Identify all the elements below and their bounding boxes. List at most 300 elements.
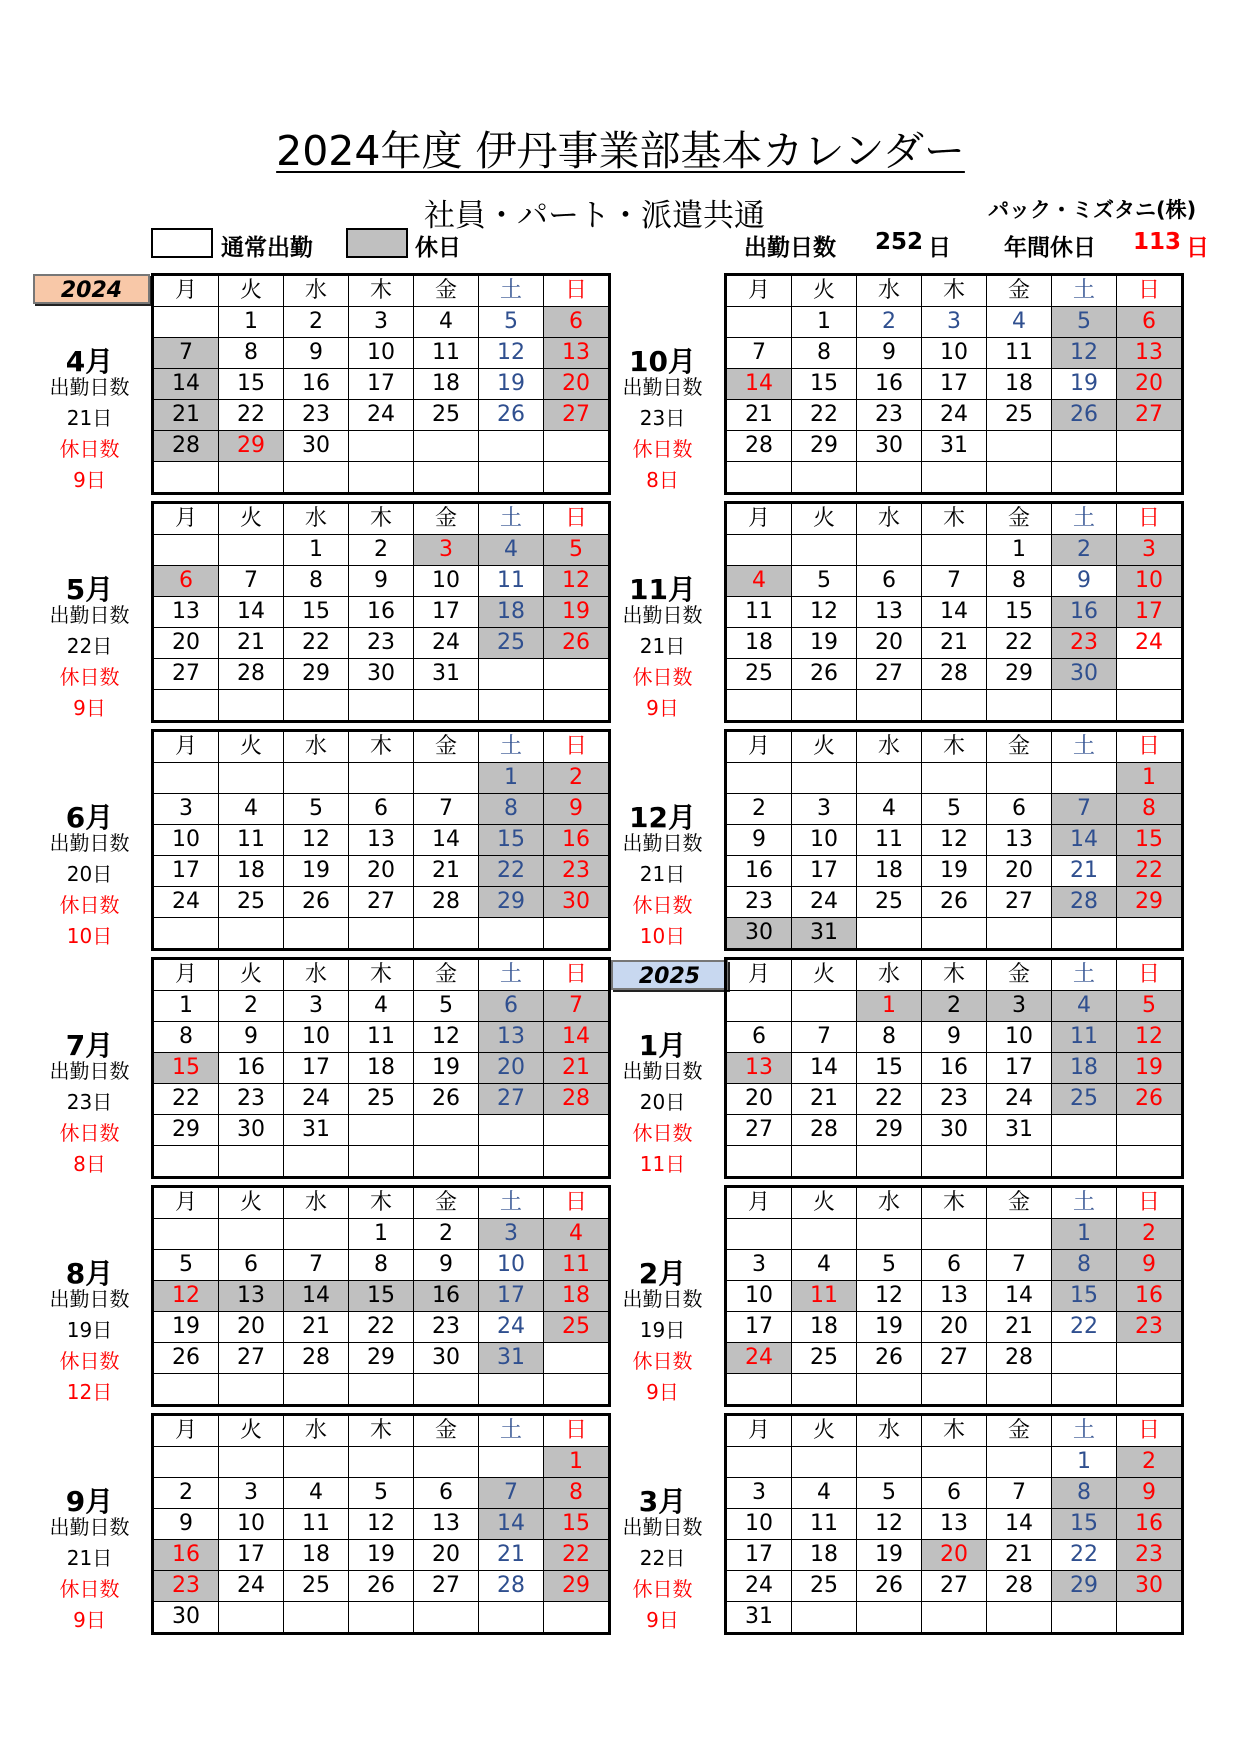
empty-day-cell (1052, 1602, 1117, 1634)
day-cell: 14 (922, 597, 987, 628)
day-cell: 22 (544, 1540, 610, 1571)
empty-day-cell (726, 991, 792, 1022)
weekday-header: 木 (349, 275, 414, 307)
empty-day-cell (1117, 1115, 1183, 1146)
empty-day-cell (284, 462, 349, 494)
day-cell: 25 (219, 887, 284, 918)
day-cell: 21 (792, 1084, 857, 1115)
week-row (726, 338, 1183, 369)
day-cell: 28 (987, 1343, 1052, 1374)
day-cell: 19 (792, 628, 857, 659)
day-cell: 17 (219, 1540, 284, 1571)
weekday-header: 火 (792, 1187, 857, 1219)
day-cell: 12 (792, 597, 857, 628)
day-cell: 8 (479, 794, 544, 825)
day-cell: 30 (857, 431, 922, 462)
empty-day-cell (857, 1374, 922, 1406)
day-cell: 21 (414, 856, 479, 887)
day-cell: 1 (479, 763, 544, 794)
legend-work-swatch (151, 228, 213, 258)
day-cell: 6 (1117, 307, 1183, 338)
week-row (726, 825, 1183, 856)
empty-day-cell (922, 1219, 987, 1250)
week-row (153, 1478, 610, 1509)
week-row (153, 566, 610, 597)
day-cell: 28 (544, 1084, 610, 1115)
weekday-header: 木 (349, 959, 414, 991)
week-row (153, 690, 610, 722)
empty-day-cell (922, 1602, 987, 1634)
weekday-header: 水 (284, 275, 349, 307)
empty-day-cell (153, 918, 219, 950)
day-cell: 15 (792, 369, 857, 400)
day-cell: 30 (349, 659, 414, 690)
empty-day-cell (792, 1146, 857, 1178)
day-cell: 10 (219, 1509, 284, 1540)
day-cell: 9 (219, 1022, 284, 1053)
day-cell: 21 (479, 1540, 544, 1571)
day-cell: 11 (792, 1281, 857, 1312)
day-cell: 4 (414, 307, 479, 338)
weekday-header: 日 (1117, 959, 1183, 991)
weekday-header: 土 (479, 731, 544, 763)
day-cell: 18 (857, 856, 922, 887)
day-cell: 22 (479, 856, 544, 887)
empty-day-cell (153, 1374, 219, 1406)
weekday-header: 日 (544, 959, 610, 991)
weekday-header: 火 (219, 731, 284, 763)
day-cell: 14 (414, 825, 479, 856)
day-cell: 3 (349, 307, 414, 338)
work-days-value: 21日 (66, 406, 113, 430)
day-cell: 22 (153, 1084, 219, 1115)
day-cell: 30 (922, 1115, 987, 1146)
day-cell: 23 (414, 1312, 479, 1343)
month-name: 4月 (65, 345, 114, 378)
empty-day-cell (726, 535, 792, 566)
off-days-value: 9日 (646, 1608, 679, 1632)
month-name: 3月 (638, 1485, 687, 1518)
day-cell: 26 (857, 1571, 922, 1602)
day-cell: 2 (857, 307, 922, 338)
day-cell: 29 (479, 887, 544, 918)
day-cell: 4 (1052, 991, 1117, 1022)
weekday-header: 水 (857, 1187, 922, 1219)
weekday-header: 水 (284, 503, 349, 535)
weekday-header: 水 (857, 731, 922, 763)
day-cell: 21 (1052, 856, 1117, 887)
work-days-value: 22日 (66, 634, 113, 658)
weekday-header: 日 (544, 503, 610, 535)
weekday-header: 金 (987, 275, 1052, 307)
weekday-header: 金 (987, 503, 1052, 535)
empty-day-cell (153, 1219, 219, 1250)
day-cell: 24 (1117, 628, 1183, 659)
work-days-value: 23日 (639, 406, 686, 430)
off-days-label: 休日数 (59, 437, 120, 461)
off-days-label: 休日数 (59, 1121, 120, 1145)
weekday-header: 水 (857, 503, 922, 535)
day-cell: 16 (1117, 1281, 1183, 1312)
day-cell: 14 (479, 1509, 544, 1540)
month-name: 2月 (638, 1257, 687, 1290)
off-days-value: 12日 (66, 1380, 113, 1404)
day-cell: 3 (726, 1478, 792, 1509)
day-cell: 6 (153, 566, 219, 597)
day-cell: 30 (1052, 659, 1117, 690)
week-row (153, 431, 610, 462)
day-cell: 24 (153, 887, 219, 918)
empty-day-cell (922, 763, 987, 794)
day-cell: 18 (544, 1281, 610, 1312)
day-cell: 2 (219, 991, 284, 1022)
day-cell: 3 (726, 1250, 792, 1281)
work-days-value: 252 (875, 229, 924, 255)
empty-day-cell (792, 1447, 857, 1478)
day-cell: 20 (987, 856, 1052, 887)
day-cell: 15 (479, 825, 544, 856)
off-days-label: 休日数 (59, 893, 120, 917)
day-cell: 4 (726, 566, 792, 597)
off-days-value: 8日 (73, 1152, 106, 1176)
weekday-header: 火 (792, 503, 857, 535)
company-name: パック・ミズタニ(株) (988, 198, 1197, 222)
day-cell: 16 (857, 369, 922, 400)
day-cell: 1 (219, 307, 284, 338)
empty-day-cell (414, 462, 479, 494)
empty-day-cell (857, 763, 922, 794)
day-cell: 31 (479, 1343, 544, 1374)
week-row (153, 825, 610, 856)
day-cell: 30 (726, 918, 792, 950)
work-days-label: 出勤日数 (49, 1059, 130, 1083)
empty-day-cell (792, 1602, 857, 1634)
day-cell: 16 (284, 369, 349, 400)
empty-day-cell (349, 1447, 414, 1478)
day-cell: 21 (219, 628, 284, 659)
day-cell: 3 (1117, 535, 1183, 566)
empty-day-cell (349, 763, 414, 794)
day-cell: 6 (544, 307, 610, 338)
day-cell: 28 (726, 431, 792, 462)
empty-day-cell (987, 763, 1052, 794)
weekday-header: 土 (1052, 1187, 1117, 1219)
day-cell: 14 (987, 1509, 1052, 1540)
week-row (153, 856, 610, 887)
month-calendar-table (151, 729, 611, 951)
day-cell: 11 (349, 1022, 414, 1053)
empty-day-cell (792, 535, 857, 566)
weekday-header: 月 (726, 1187, 792, 1219)
day-cell: 9 (726, 825, 792, 856)
day-cell: 29 (284, 659, 349, 690)
day-cell: 31 (922, 431, 987, 462)
day-cell: 23 (219, 1084, 284, 1115)
day-cell: 25 (349, 1084, 414, 1115)
empty-day-cell (1052, 763, 1117, 794)
day-cell: 25 (1052, 1084, 1117, 1115)
day-cell: 21 (922, 628, 987, 659)
day-cell: 8 (349, 1250, 414, 1281)
weekday-header: 水 (284, 959, 349, 991)
empty-day-cell (349, 1374, 414, 1406)
day-cell: 26 (922, 887, 987, 918)
day-cell: 6 (414, 1478, 479, 1509)
empty-day-cell (153, 690, 219, 722)
day-cell: 22 (219, 400, 284, 431)
off-days-label: 休日数 (632, 1121, 693, 1145)
empty-day-cell (726, 307, 792, 338)
weekday-header: 火 (792, 731, 857, 763)
week-row (726, 918, 1183, 950)
work-days-label: 出勤日数 (622, 1287, 703, 1311)
day-cell: 9 (922, 1022, 987, 1053)
weekday-header: 火 (219, 959, 284, 991)
week-row (153, 1022, 610, 1053)
week-row (153, 991, 610, 1022)
month-calendar-table (724, 729, 1184, 951)
day-cell: 10 (479, 1250, 544, 1281)
day-cell: 8 (284, 566, 349, 597)
week-row (726, 1281, 1183, 1312)
day-cell: 10 (987, 1022, 1052, 1053)
weekday-header: 日 (1117, 1187, 1183, 1219)
empty-day-cell (414, 431, 479, 462)
week-row (153, 887, 610, 918)
day-cell: 13 (922, 1509, 987, 1540)
off-days-value: 9日 (646, 1380, 679, 1404)
day-cell: 20 (544, 369, 610, 400)
day-cell: 19 (1052, 369, 1117, 400)
day-cell: 27 (349, 887, 414, 918)
empty-day-cell (726, 1374, 792, 1406)
week-row (726, 1478, 1183, 1509)
day-cell: 4 (987, 307, 1052, 338)
day-cell: 14 (153, 369, 219, 400)
weekday-header: 日 (544, 1187, 610, 1219)
month-name: 8月 (65, 1257, 114, 1290)
empty-day-cell (284, 1219, 349, 1250)
day-cell: 13 (922, 1281, 987, 1312)
day-cell: 15 (219, 369, 284, 400)
day-cell: 7 (153, 338, 219, 369)
work-days-value: 22日 (639, 1546, 686, 1570)
month-name: 7月 (65, 1029, 114, 1062)
day-cell: 27 (726, 1115, 792, 1146)
empty-day-cell (349, 1146, 414, 1178)
weekday-header: 日 (1117, 1415, 1183, 1447)
day-cell: 26 (349, 1571, 414, 1602)
day-cell: 1 (1052, 1219, 1117, 1250)
weekday-header: 金 (987, 1187, 1052, 1219)
day-cell: 13 (414, 1509, 479, 1540)
empty-day-cell (284, 1447, 349, 1478)
day-cell: 12 (153, 1281, 219, 1312)
day-cell: 12 (479, 338, 544, 369)
week-row (153, 1312, 610, 1343)
day-cell: 15 (987, 597, 1052, 628)
day-cell: 17 (922, 369, 987, 400)
day-cell: 26 (792, 659, 857, 690)
week-row (153, 1219, 610, 1250)
day-cell: 26 (1117, 1084, 1183, 1115)
empty-day-cell (349, 1602, 414, 1634)
weekday-header: 木 (349, 731, 414, 763)
week-row (726, 566, 1183, 597)
weekday-header: 金 (414, 731, 479, 763)
day-cell: 21 (987, 1540, 1052, 1571)
weekday-header: 土 (1052, 731, 1117, 763)
day-cell: 29 (153, 1115, 219, 1146)
day-cell: 16 (544, 825, 610, 856)
day-cell: 18 (219, 856, 284, 887)
work-days-value: 19日 (639, 1318, 686, 1342)
empty-day-cell (1052, 690, 1117, 722)
empty-day-cell (792, 1374, 857, 1406)
weekday-header: 火 (219, 1415, 284, 1447)
day-cell: 3 (219, 1478, 284, 1509)
day-cell: 12 (857, 1509, 922, 1540)
day-cell: 16 (414, 1281, 479, 1312)
work-days-unit: 日 (928, 235, 951, 261)
weekday-header-row (153, 959, 610, 991)
empty-day-cell (414, 1447, 479, 1478)
day-cell: 24 (349, 400, 414, 431)
day-cell: 1 (792, 307, 857, 338)
month-calendar-table (724, 501, 1184, 723)
day-cell: 9 (414, 1250, 479, 1281)
day-cell: 17 (792, 856, 857, 887)
weekday-header: 火 (219, 275, 284, 307)
day-cell: 20 (1117, 369, 1183, 400)
empty-day-cell (987, 918, 1052, 950)
month-name: 6月 (65, 801, 114, 834)
empty-day-cell (219, 763, 284, 794)
weekday-header: 土 (479, 275, 544, 307)
week-row (726, 1571, 1183, 1602)
day-cell: 25 (726, 659, 792, 690)
empty-day-cell (414, 690, 479, 722)
off-days-value: 11日 (639, 1152, 686, 1176)
page-title: 2024年度 伊丹事業部基本カレンダー (276, 127, 965, 175)
work-days-label: 出勤日数 (49, 831, 130, 855)
work-days-value: 21日 (66, 1546, 113, 1570)
empty-day-cell (987, 462, 1052, 494)
weekday-header: 土 (1052, 959, 1117, 991)
weekday-header: 月 (726, 959, 792, 991)
day-cell: 3 (414, 535, 479, 566)
weekday-header: 金 (414, 959, 479, 991)
work-days-label: 出勤日数 (49, 1515, 130, 1539)
day-cell: 9 (153, 1509, 219, 1540)
day-cell: 11 (479, 566, 544, 597)
day-cell: 22 (1117, 856, 1183, 887)
day-cell: 19 (479, 369, 544, 400)
day-cell: 2 (1117, 1219, 1183, 1250)
day-cell: 30 (284, 431, 349, 462)
day-cell: 12 (857, 1281, 922, 1312)
day-cell: 18 (479, 597, 544, 628)
empty-day-cell (857, 1219, 922, 1250)
empty-day-cell (857, 918, 922, 950)
weekday-header: 月 (153, 731, 219, 763)
day-cell: 28 (219, 659, 284, 690)
day-cell: 6 (726, 1022, 792, 1053)
day-cell: 3 (792, 794, 857, 825)
day-cell: 11 (544, 1250, 610, 1281)
week-row (153, 1115, 610, 1146)
empty-day-cell (479, 1115, 544, 1146)
day-cell: 23 (726, 887, 792, 918)
day-cell: 29 (987, 659, 1052, 690)
weekday-header: 木 (349, 1187, 414, 1219)
day-cell: 7 (479, 1478, 544, 1509)
day-cell: 2 (284, 307, 349, 338)
day-cell: 27 (544, 400, 610, 431)
day-cell: 15 (284, 597, 349, 628)
off-days-value: 9日 (73, 696, 106, 720)
empty-day-cell (987, 1219, 1052, 1250)
empty-day-cell (414, 1374, 479, 1406)
day-cell: 3 (922, 307, 987, 338)
weekday-header: 日 (1117, 275, 1183, 307)
day-cell: 18 (1052, 1053, 1117, 1084)
weekday-header: 日 (1117, 503, 1183, 535)
work-days-value: 21日 (639, 634, 686, 658)
weekday-header: 水 (284, 1187, 349, 1219)
week-row (726, 400, 1183, 431)
day-cell: 2 (349, 535, 414, 566)
day-cell: 26 (153, 1343, 219, 1374)
day-cell: 6 (349, 794, 414, 825)
day-cell: 15 (349, 1281, 414, 1312)
off-days-value: 9日 (73, 1608, 106, 1632)
day-cell: 16 (922, 1053, 987, 1084)
day-cell: 19 (544, 597, 610, 628)
empty-day-cell (479, 431, 544, 462)
empty-day-cell (414, 1602, 479, 1634)
week-row (153, 794, 610, 825)
day-cell: 22 (857, 1084, 922, 1115)
day-cell: 18 (284, 1540, 349, 1571)
day-cell: 21 (153, 400, 219, 431)
week-row (726, 369, 1183, 400)
day-cell: 12 (1052, 338, 1117, 369)
empty-day-cell (922, 690, 987, 722)
day-cell: 9 (544, 794, 610, 825)
week-row (726, 1219, 1183, 1250)
day-cell: 30 (153, 1602, 219, 1634)
day-cell: 5 (349, 1478, 414, 1509)
empty-day-cell (479, 659, 544, 690)
month-calendar-table (724, 957, 1184, 1179)
day-cell: 6 (857, 566, 922, 597)
week-row (726, 1509, 1183, 1540)
day-cell: 24 (414, 628, 479, 659)
empty-day-cell (922, 1374, 987, 1406)
day-cell: 13 (857, 597, 922, 628)
annual-holidays-label: 年間休日 (1004, 235, 1096, 261)
day-cell: 7 (414, 794, 479, 825)
weekday-header: 月 (153, 275, 219, 307)
empty-day-cell (1117, 1146, 1183, 1178)
day-cell: 24 (987, 1084, 1052, 1115)
empty-day-cell (1117, 1602, 1183, 1634)
day-cell: 7 (987, 1250, 1052, 1281)
empty-day-cell (219, 1602, 284, 1634)
empty-day-cell (857, 1146, 922, 1178)
day-cell: 11 (1052, 1022, 1117, 1053)
